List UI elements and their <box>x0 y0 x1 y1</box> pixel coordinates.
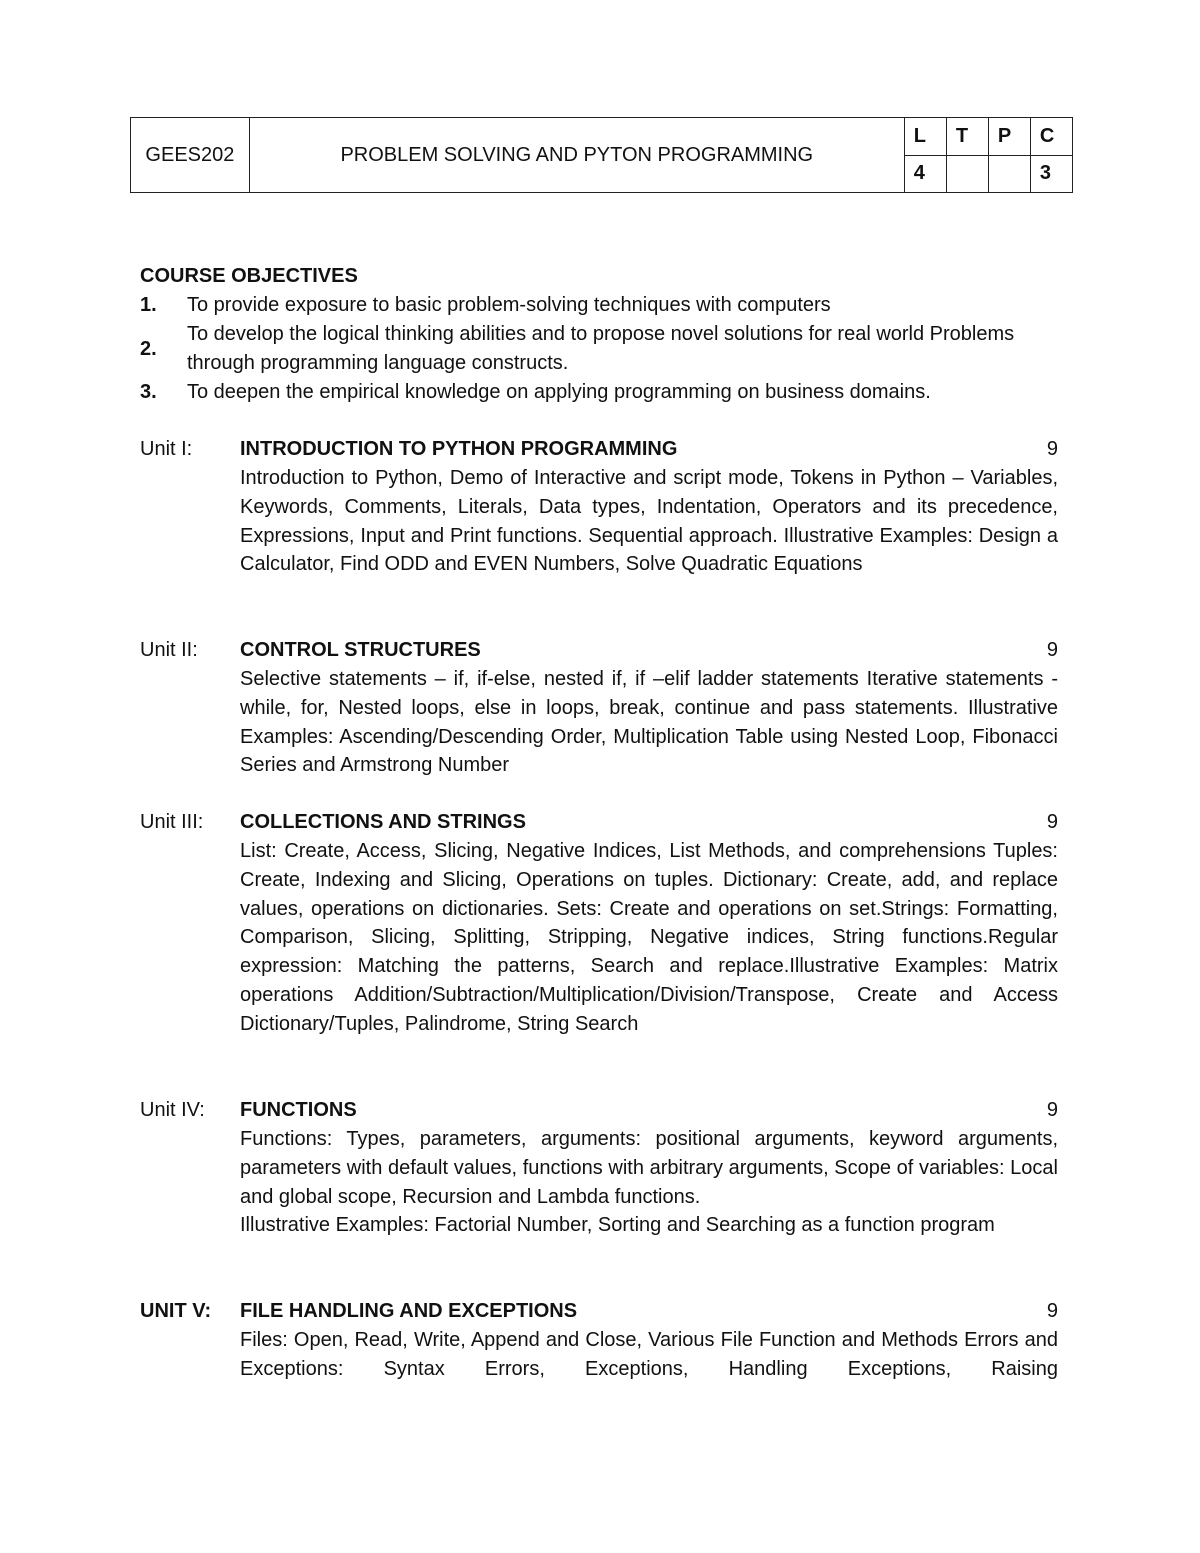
objectives-heading: COURSE OBJECTIVES <box>140 265 358 287</box>
unit-hours: 9 <box>1046 639 1058 661</box>
unit-label: Unit I: <box>140 438 193 460</box>
ltpc-value-c: 3 <box>1030 155 1072 193</box>
objective-number: 1. <box>140 294 157 316</box>
course-code: GEES202 <box>131 118 250 193</box>
ltpc-header-t: T <box>946 118 988 156</box>
ltpc-header-p: P <box>988 118 1030 156</box>
objective-number: 2. <box>140 337 157 360</box>
unit-description: List: Create, Access, Slicing, Negative Indices, List Methods, and comprehensions Tuples: Create, Indexing and Slicing, Operations on tuples. Dictionary: Create, add, and replace values, operations on dictionaries. Sets: Create and operations on set.Strings: Formatting, Comparison, Slicing, Splitting, Stripping, Negative indices, String functions.Regular expression: Matching the patterns, Search and replace.Illustrative Examples: Matrix operations Addition/Subtraction/Multiplication/Division/Transpose, Create and Access Dictionary/Tuples, Palindrome, String Search <box>240 840 1058 1035</box>
ltpc-header-l: L <box>904 118 946 156</box>
unit-1 <box>140 435 1058 579</box>
objective-text: To deepen the empirical knowledge on applying programming on business domains. <box>187 381 931 403</box>
objective-item <box>140 291 1060 320</box>
unit-label: Unit II: <box>140 639 198 661</box>
unit-hours: 9 <box>1046 438 1058 460</box>
unit-description: Functions: Types, parameters, arguments: positional arguments, keyword arguments, parameters with default values, functions with arbitrary arguments, Scope of variables: Local and global scope, Recursion and Lambda functions. <box>240 1128 1058 1208</box>
unit-label: Unit IV: <box>140 1099 205 1121</box>
unit-description: Files: Open, Read, Write, Append and Close, Various File Function and Methods Errors and Exceptions: Syntax Errors, Exceptions, Handling Exceptions, Raising <box>240 1329 1058 1380</box>
unit-examples: Illustrative Examples: Factorial Number, Sorting and Searching as a function program <box>240 1214 995 1237</box>
unit-title: FUNCTIONS <box>240 1099 357 1121</box>
unit-title: FILE HANDLING AND EXCEPTIONS <box>240 1300 578 1322</box>
course-title: PROBLEM SOLVING AND PYTON PROGRAMMING <box>249 118 904 193</box>
unit-title: COLLECTIONS AND STRINGS <box>240 811 526 833</box>
unit-label: UNIT V: <box>140 1300 212 1322</box>
unit-3 <box>140 808 1058 1039</box>
course-objectives <box>140 262 1060 407</box>
ltpc-value-t <box>946 155 988 193</box>
course-header-table <box>130 117 1073 193</box>
unit-hours: 9 <box>1046 1300 1058 1322</box>
unit-description: Selective statements – if, if-else, nested if, if –elif ladder statements Iterative statements - while, for, Nested loops, else in loops, break, continue and pass statements. Illustrative Examples: Ascending/Descending Order, Multiplication Table using Nested Loop, Fibonacci Series and Armstrong Number <box>240 668 1058 777</box>
unit-description: Introduction to Python, Demo of Interactive and script mode, Tokens in Python – Variables, Keywords, Comments, Literals, Data types, Indentation, Operators and its precedence, Expressions, Input and Print functions. Sequential approach. Illustrative Examples: Design a Calculator, Find ODD and EVEN Numbers, Solve Quadratic Equations <box>240 467 1058 576</box>
ltpc-value-p <box>988 155 1030 193</box>
objective-text: To develop the logical thinking abilities and to propose novel solutions for real world Problems through programming language constructs. <box>187 323 1015 374</box>
unit-hours: 9 <box>1046 1099 1058 1121</box>
ltpc-header-c: C <box>1030 118 1072 156</box>
objective-text: To provide exposure to basic problem-solving techniques with computers <box>187 294 831 316</box>
unit-hours: 9 <box>1046 811 1058 833</box>
objective-number: 3. <box>140 381 157 403</box>
unit-title: CONTROL STRUCTURES <box>240 639 481 661</box>
unit-4 <box>140 1096 1058 1240</box>
ltpc-value-l: 4 <box>904 155 946 193</box>
unit-2 <box>140 636 1058 780</box>
unit-5 <box>140 1297 1058 1384</box>
unit-label: Unit III: <box>140 811 204 833</box>
objective-item <box>140 378 1060 407</box>
objective-item <box>140 320 1060 378</box>
unit-title: INTRODUCTION TO PYTHON PROGRAMMING <box>240 438 678 460</box>
